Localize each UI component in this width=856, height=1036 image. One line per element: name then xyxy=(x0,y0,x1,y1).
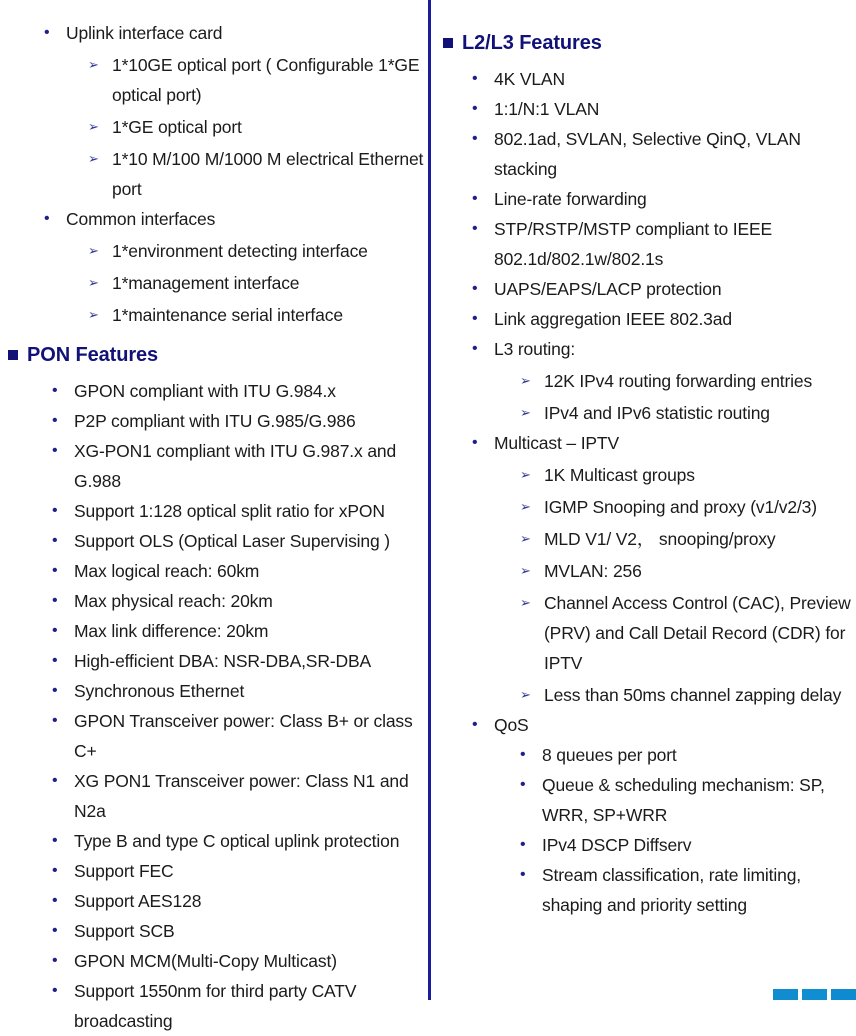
list-item xyxy=(520,860,856,920)
bullet-dot-icon: • xyxy=(520,776,526,793)
list-item-label: Support OLS (Optical Laser Supervising ) xyxy=(74,531,390,551)
list-item-label: 8 queues per port xyxy=(542,745,677,765)
list-item xyxy=(520,740,856,770)
bullet-dot-icon: • xyxy=(472,716,478,733)
list-item-label: Support FEC xyxy=(74,861,174,881)
list-item xyxy=(52,526,428,556)
bullet-dot-icon: • xyxy=(52,592,58,609)
list-item-label: STP/RSTP/MSTP compliant to IEEE 802.1d/802.1w/802.1s xyxy=(494,219,773,269)
list-item-label: IPv4 and IPv6 statistic routing xyxy=(544,403,770,423)
square-bullet-icon xyxy=(443,38,453,48)
bullet-arrow-icon: ➢ xyxy=(520,531,531,546)
section-header-pon-features xyxy=(8,342,428,368)
list-item xyxy=(88,144,428,204)
list-item xyxy=(52,376,428,406)
list-item-label: XG PON1 Transceiver power: Class N1 and N2a xyxy=(74,771,409,821)
bullet-dot-icon: • xyxy=(52,712,58,729)
list-item xyxy=(52,406,428,436)
list-item-label: Type B and type C optical uplink protection xyxy=(74,831,400,851)
bullet-arrow-icon: ➢ xyxy=(88,119,99,134)
list-item-label: 802.1ad, SVLAN, Selective QinQ, VLAN stacking xyxy=(494,129,801,179)
bullet-dot-icon: • xyxy=(472,220,478,237)
list-item xyxy=(520,770,856,830)
bullet-dot-icon: • xyxy=(52,982,58,999)
bullet-dot-icon: • xyxy=(52,382,58,399)
list-item xyxy=(472,710,856,740)
deco-bar xyxy=(802,989,827,1000)
list-item-label: High-efficient DBA: NSR-DBA,SR-DBA xyxy=(74,651,372,671)
list-item xyxy=(88,112,428,142)
bullet-dot-icon: • xyxy=(520,866,526,883)
list-item-label: 1*GE optical port xyxy=(112,117,242,137)
list-item-label: 1K Multicast groups xyxy=(544,465,695,485)
list-item-label: Channel Access Control (CAC), Preview (PRV) and Call Detail Record (CDR) for IPTV xyxy=(544,593,851,673)
bullet-dot-icon: • xyxy=(52,862,58,879)
list-item xyxy=(472,124,856,184)
footer-decoration xyxy=(773,989,856,1000)
list-item xyxy=(472,214,856,274)
list-item-label: 1*10 M/100 M/1000 M electrical Ethernet port xyxy=(112,149,424,199)
bullet-arrow-icon: ➢ xyxy=(88,243,99,258)
list-item xyxy=(52,856,428,886)
list-item xyxy=(520,524,856,554)
list-item-label: QoS xyxy=(494,715,529,735)
list-item-label: P2P compliant with ITU G.985/G.986 xyxy=(74,411,356,431)
list-item xyxy=(52,586,428,616)
right-column xyxy=(431,0,856,920)
bullet-dot-icon: • xyxy=(52,412,58,429)
list-item-label: Stream classification, rate limiting, shaping and priority setting xyxy=(542,865,801,915)
bullet-dot-icon: • xyxy=(52,442,58,459)
list-item xyxy=(52,916,428,946)
list-item xyxy=(88,50,428,110)
section-title: PON Features xyxy=(27,344,159,366)
list-item xyxy=(52,946,428,976)
list-item xyxy=(520,680,856,710)
bullet-dot-icon: • xyxy=(52,952,58,969)
list-item xyxy=(52,826,428,856)
bullet-dot-icon: • xyxy=(52,502,58,519)
list-item-label: XG-PON1 compliant with ITU G.987.x and G.988 xyxy=(74,441,397,491)
list-item xyxy=(520,556,856,586)
list-item-label: GPON compliant with ITU G.984.x xyxy=(74,381,336,401)
list-item-label: Support AES128 xyxy=(74,891,202,911)
deco-bar xyxy=(831,989,856,1000)
list-item xyxy=(88,236,428,266)
bullet-arrow-icon: ➢ xyxy=(520,499,531,514)
list-item-label: 1*management interface xyxy=(112,273,300,293)
list-item-label: Line-rate forwarding xyxy=(494,189,647,209)
list-item xyxy=(520,398,856,428)
list-item-label: 1*environment detecting interface xyxy=(112,241,368,261)
bullet-dot-icon: • xyxy=(52,532,58,549)
list-item xyxy=(520,588,856,678)
list-item xyxy=(52,976,428,1036)
list-item-label: L3 routing: xyxy=(494,339,576,359)
bullet-arrow-icon: ➢ xyxy=(520,563,531,578)
bullet-dot-icon: • xyxy=(472,310,478,327)
bullet-dot-icon: • xyxy=(520,836,526,853)
bullet-dot-icon: • xyxy=(52,892,58,909)
list-item-label: IPv4 DSCP Diffserv xyxy=(542,835,692,855)
list-item-label: UAPS/EAPS/LACP protection xyxy=(494,279,722,299)
list-item-label: Support SCB xyxy=(74,921,175,941)
bullet-dot-icon: • xyxy=(52,652,58,669)
list-item xyxy=(88,300,428,330)
bullet-arrow-icon: ➢ xyxy=(520,373,531,388)
bullet-dot-icon: • xyxy=(472,130,478,147)
bullet-dot-icon: • xyxy=(52,682,58,699)
list-item-label: Support 1:128 optical split ratio for xPON xyxy=(74,501,385,521)
bullet-dot-icon: • xyxy=(472,434,478,451)
list-item xyxy=(520,492,856,522)
list-item-label: 4K VLAN xyxy=(494,69,565,89)
list-item-label: 1*maintenance serial interface xyxy=(112,305,343,325)
section-title: L2/L3 Features xyxy=(462,32,602,54)
list-item xyxy=(52,706,428,766)
list-item-label: GPON MCM(Multi-Copy Multicast) xyxy=(74,951,337,971)
list-item xyxy=(472,428,856,458)
list-item xyxy=(88,268,428,298)
list-item-label: Common interfaces xyxy=(66,209,216,229)
list-item-label: Less than 50ms channel zapping delay xyxy=(544,685,842,705)
deco-bar xyxy=(773,989,798,1000)
section-header-l2l3-features xyxy=(443,30,856,56)
list-item-label: IGMP Snooping and proxy (v1/v2/3) xyxy=(544,497,817,517)
list-item xyxy=(520,366,856,396)
bullet-arrow-icon: ➢ xyxy=(88,275,99,290)
bullet-dot-icon: • xyxy=(52,832,58,849)
list-item-label: 12K IPv4 routing forwarding entries xyxy=(544,371,813,391)
bullet-dot-icon: • xyxy=(52,562,58,579)
list-item xyxy=(520,830,856,860)
list-item-label: Synchronous Ethernet xyxy=(74,681,245,701)
bullet-dot-icon: • xyxy=(52,772,58,789)
list-item xyxy=(472,334,856,364)
list-item-label: Link aggregation IEEE 802.3ad xyxy=(494,309,732,329)
list-item xyxy=(472,274,856,304)
list-item xyxy=(52,496,428,526)
list-item xyxy=(52,436,428,496)
list-item-label: Queue & scheduling mechanism: SP, WRR, SP+WRR xyxy=(542,775,825,825)
list-item-label: Uplink interface card xyxy=(66,23,223,43)
list-item xyxy=(52,676,428,706)
list-item xyxy=(520,460,856,490)
bullet-dot-icon: • xyxy=(44,24,50,41)
bullet-arrow-icon: ➢ xyxy=(88,307,99,322)
list-item-label: 1:1/N:1 VLAN xyxy=(494,99,600,119)
list-item xyxy=(472,64,856,94)
bullet-dot-icon: • xyxy=(52,922,58,939)
bullet-dot-icon: • xyxy=(472,190,478,207)
bullet-arrow-icon: ➢ xyxy=(520,687,531,702)
bullet-dot-icon: • xyxy=(520,746,526,763)
list-item xyxy=(472,184,856,214)
list-item-label: 1*10GE optical port ( Configurable 1*GE optical port) xyxy=(112,55,420,105)
list-item xyxy=(52,556,428,586)
bullet-dot-icon: • xyxy=(472,280,478,297)
list-item-label: Max link difference: 20km xyxy=(74,621,269,641)
list-item xyxy=(52,766,428,826)
list-item xyxy=(472,94,856,124)
list-item xyxy=(52,616,428,646)
bullet-dot-icon: • xyxy=(472,340,478,357)
list-item-label: Max physical reach: 20km xyxy=(74,591,273,611)
list-item-label: Max logical reach: 60km xyxy=(74,561,260,581)
bullet-arrow-icon: ➢ xyxy=(520,405,531,420)
list-item xyxy=(44,18,428,48)
list-item-label: MVLAN: 256 xyxy=(544,561,642,581)
list-item xyxy=(52,886,428,916)
bullet-dot-icon: • xyxy=(472,100,478,117)
bullet-dot-icon: • xyxy=(44,210,50,227)
list-item-label: Support 1550nm for third party CATV broadcasting xyxy=(74,981,357,1031)
list-item xyxy=(52,646,428,676)
bullet-arrow-icon: ➢ xyxy=(88,57,99,72)
list-item-label: MLD V1/ V2， snooping/proxy xyxy=(544,529,776,549)
square-bullet-icon xyxy=(8,350,18,360)
list-item-label: Multicast – IPTV xyxy=(494,433,619,453)
bullet-dot-icon: • xyxy=(472,70,478,87)
list-item xyxy=(472,304,856,334)
bullet-arrow-icon: ➢ xyxy=(520,467,531,482)
list-item-label: GPON Transceiver power: Class B+ or class C+ xyxy=(74,711,413,761)
list-item xyxy=(44,204,428,234)
bullet-dot-icon: • xyxy=(52,622,58,639)
bullet-arrow-icon: ➢ xyxy=(520,595,531,610)
bullet-arrow-icon: ➢ xyxy=(88,151,99,166)
